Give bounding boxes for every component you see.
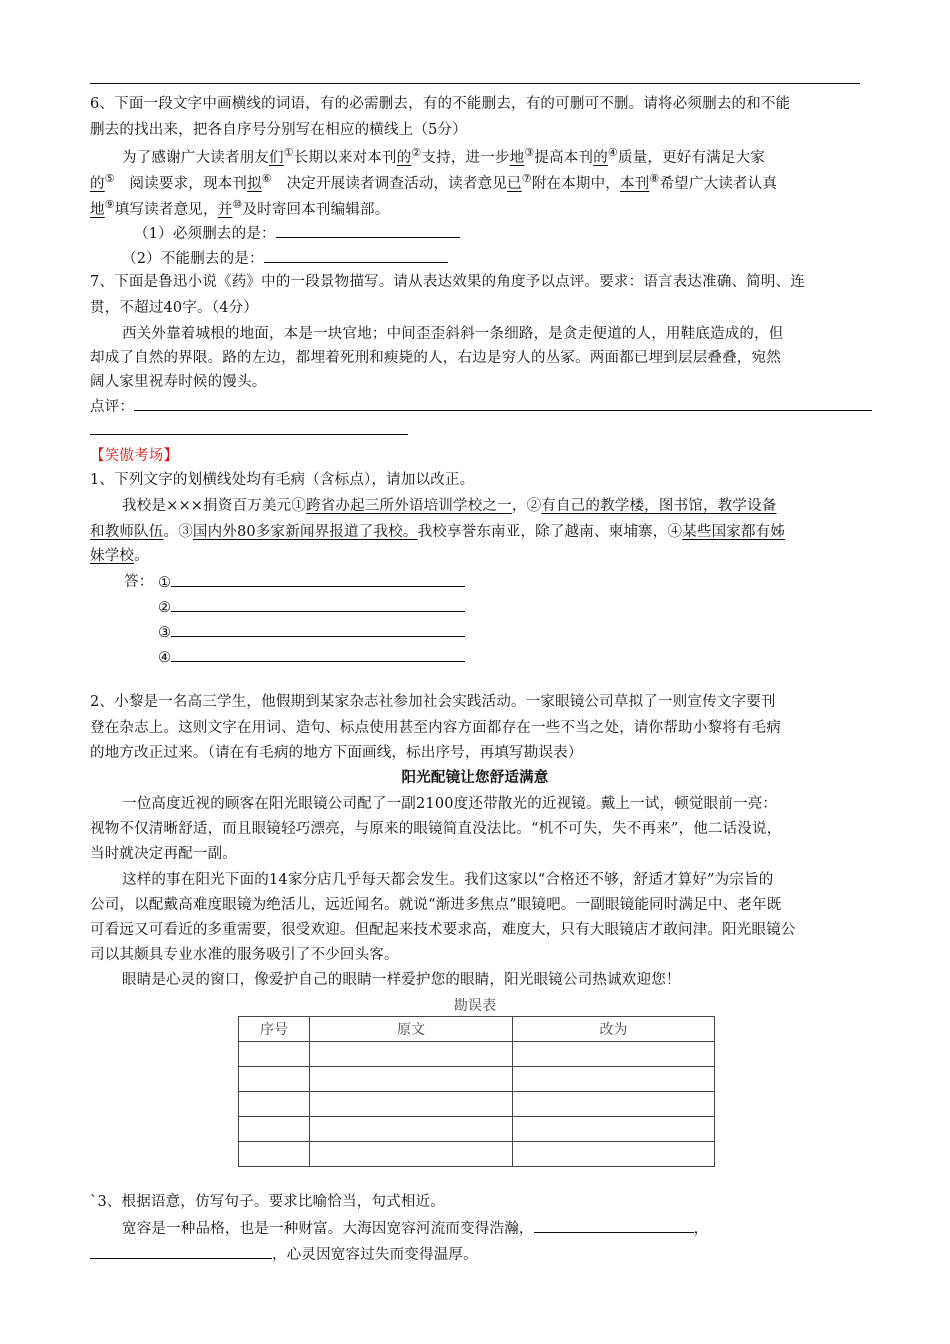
text-run: 希望广大读者认真 (659, 176, 778, 192)
q7-comment-label: 点评： (90, 399, 135, 415)
s1-answer-label: 答： (124, 574, 154, 590)
q6-answer1 (134, 223, 460, 244)
s1-passage-line3 (90, 546, 149, 566)
q7-comment-blank-1[interactable] (134, 396, 872, 411)
underlined-term: 国内外80多家新闻界报道了我校。 (192, 524, 418, 540)
circled-number: ⑤ (104, 172, 115, 185)
table-row (239, 1142, 715, 1167)
s1-answer-1 (158, 572, 465, 593)
errata-header-original: 原文 (310, 1017, 513, 1042)
top-rule (90, 83, 860, 84)
text-run: 阅读要求，现本刊 (114, 176, 248, 192)
circled-number: ③ (524, 146, 535, 159)
underlined-term: 和教师队伍 (90, 524, 164, 540)
circled-number: ② (411, 146, 422, 159)
s1-passage-line1 (122, 496, 776, 516)
table-row (239, 1092, 715, 1117)
underlined-term: 拟 (247, 176, 262, 192)
table-row (239, 1042, 715, 1067)
circled-number: ⑩ (232, 198, 243, 211)
underlined-term: 的 (90, 176, 105, 192)
text-run: 填写读者意见， (114, 202, 218, 218)
s3-blank-1[interactable] (534, 1218, 694, 1233)
ad-line-1: 一位高度近视的顾客在阳光眼镜公司配了一副2100度还带散光的近视镜。戴上一试，顿觉眼前一亮： (122, 796, 778, 812)
q6-answer1-blank[interactable] (276, 223, 460, 238)
errata-caption: 勘误表 (453, 998, 497, 1014)
errata-cell[interactable] (513, 1067, 715, 1092)
s1-answer-2 (158, 597, 465, 618)
text-run: 及时寄回本刊编辑部。 (242, 202, 390, 218)
q7-comment (90, 396, 872, 417)
q6-answer1-label: （1）必须删去的是： (134, 226, 276, 242)
circled-number: ⑦ (521, 172, 532, 185)
s1-answer-blank-1[interactable] (171, 572, 465, 587)
errata-cell[interactable] (239, 1067, 310, 1092)
text-run: 。③ (163, 524, 193, 540)
errata-header-correction: 改为 (513, 1017, 715, 1042)
s1-title: 1、下列文字的划横线处均有毛病（含标点），请加以改正。 (90, 472, 475, 488)
errata-cell[interactable] (513, 1092, 715, 1117)
errata-cell[interactable] (239, 1142, 310, 1167)
errata-cell[interactable] (310, 1067, 513, 1092)
ad-line-3: 当时就决定再配一副。 (90, 846, 237, 862)
underlined-term: 的 (593, 150, 608, 166)
underlined-term: 的 (396, 150, 412, 166)
text-run: 我校享誉东南亚，除了越南、柬埔寨，④ (417, 524, 683, 540)
text-run: 决定开展读者调查活动，读者意见 (271, 176, 508, 192)
text-run: 质量，更好有满足大家 (617, 150, 765, 166)
q6-title-line2: 删去的找出来，把各自序号分别写在相应的横线上（5分） (90, 122, 467, 138)
errata-header-index: 序号 (239, 1017, 310, 1042)
underlined-term: 并 (217, 202, 233, 218)
s3-line2-text: ，心灵因宽容过失而变得温厚。 (272, 1247, 478, 1263)
s1-answer-blank-2[interactable] (171, 597, 465, 612)
text-run: 提高本刊 (534, 150, 594, 166)
circled-number: ⑥ (261, 172, 272, 185)
errata-table (238, 1016, 715, 1167)
ad-title: 阳光配镜让您舒适满意 (401, 769, 549, 786)
q6-answer2-label: （2）不能删去的是： (122, 251, 264, 267)
circled-number: ④ (607, 146, 618, 159)
s3-title: `3、根据语意，仿写句子。要求比喻恰当，句式相近。 (90, 1194, 445, 1210)
underlined-term: 某些国家都有姊 (682, 524, 786, 540)
errata-cell[interactable] (513, 1142, 715, 1167)
text-run: 支持，进一步 (421, 150, 510, 166)
underlined-term: 有自己的教学楼，图书馆，教学设备 (541, 498, 777, 514)
underlined-term: 已 (507, 176, 522, 192)
s2-title-line1: 2、小黎是一名高三学生，他假期到某家杂志社参加社会实践活动。一家眼镜公司草拟了一则宣传文字要刊 (90, 694, 776, 710)
text-run: 我校是×××捐资百万美元① (122, 498, 307, 514)
errata-cell[interactable] (239, 1042, 310, 1067)
q7-title-line2: 贯，不超过40字。（4分） (90, 300, 259, 316)
ad-line-2: 视物不仅清晰舒适，而且眼镜轻巧漂亮，与原来的眼镜简直没法比。“机不可失，失不再来”，他二话没说， (90, 821, 782, 837)
s3-line1 (122, 1218, 708, 1239)
q6-passage-line2 (90, 174, 777, 194)
errata-cell[interactable] (310, 1092, 513, 1117)
underlined-term: 们 (269, 150, 284, 166)
underlined-term: 地 (509, 150, 525, 166)
answer-mark-1: ① (158, 575, 172, 591)
table-row (239, 1067, 715, 1092)
errata-cell[interactable] (310, 1142, 513, 1167)
s3-line1-text: 宽容是一种品格，也是一种财富。大海因宽容河流而变得浩瀚， (122, 1221, 534, 1237)
s1-answer-4 (158, 647, 465, 668)
section-heading: 【笑傲考场】 (90, 448, 179, 464)
q6-answer2-blank[interactable] (264, 248, 448, 263)
q6-answer2 (122, 248, 448, 269)
q7-passage-line1: 西关外靠着城根的地面，本是一块官地；中间歪歪斜斜一条细路，是贪走便道的人，用鞋底造成的，但 (122, 326, 784, 342)
s2-title-line3: 的地方改正过来。（请在有毛病的地方下面画线，标出序号，再填写勘误表） (90, 745, 583, 761)
answer-mark-3: ③ (158, 625, 172, 641)
s1-answer-blank-3[interactable] (171, 622, 465, 637)
s1-answer-3 (158, 622, 465, 643)
text-run: 附在本期中， (531, 176, 621, 192)
q7-title-line1: 7、下面是鲁迅小说《药》中的一段景物描写。请从表达效果的角度予以点评。要求：语言表达准确、简明、连 (90, 274, 806, 290)
errata-cell[interactable] (513, 1042, 715, 1067)
ad-line-7: 司以其颇具专业水准的服务吸引了不少回头客。 (90, 947, 399, 963)
s3-blank-2[interactable] (90, 1244, 272, 1259)
circled-number: ① (283, 146, 294, 159)
q7-comment-line2 (90, 420, 408, 441)
q7-comment-blank-2[interactable] (90, 420, 408, 435)
answer-mark-4: ④ (158, 650, 172, 666)
q6-title-line1: 6、下面一段文字中画横线的词语，有的必需删去，有的不能删去，有的可删可不删。请将必须删去的和不能 (90, 96, 791, 112)
underlined-term: 妹学校 (90, 548, 135, 564)
q6-passage-line1 (122, 148, 765, 168)
errata-cell[interactable] (310, 1042, 513, 1067)
table-row (239, 1117, 715, 1142)
underlined-term: 本刊 (620, 176, 650, 192)
underlined-term: 地 (90, 202, 105, 218)
ad-line-5: 公司，以配戴高难度眼镜为绝活儿，远近闻名。就说“渐进多焦点”眼镜吧。一副眼镜能同时满足中、老年既 (90, 897, 782, 913)
answer-mark-2: ② (158, 600, 172, 616)
ad-line-4: 这样的事在阳光下面的14家分店几乎每天都会发生。我们这家以“合格还不够，舒适才算好”为宗旨的 (122, 872, 774, 888)
errata-cell[interactable] (239, 1117, 310, 1142)
s1-passage-line2 (90, 522, 785, 542)
text-run: 为了感谢广大读者朋友 (122, 150, 269, 166)
q6-passage-line3 (90, 200, 389, 220)
q7-passage-line3: 阔人家里祝寿时候的馒头。 (90, 374, 267, 390)
errata-cell[interactable] (513, 1117, 715, 1142)
text-run: ，② (511, 498, 542, 514)
errata-cell[interactable] (310, 1117, 513, 1142)
s2-title-line2: 登在杂志上。这则文字在用词、造句、标点使用甚至内容方面都存在一些不当之处，请你帮助小黎将有毛病 (90, 720, 781, 736)
errata-cell[interactable] (239, 1092, 310, 1117)
text-run: 长期以来对本刊 (293, 150, 397, 166)
s1-answer-blank-4[interactable] (171, 647, 465, 662)
underlined-term: 跨省办起三所外语培训学校之一 (306, 498, 512, 514)
circled-number: ⑨ (104, 198, 115, 211)
text-run: 。 (134, 548, 149, 564)
circled-number: ⑧ (649, 172, 660, 185)
q7-passage-line2: 却成了自然的界限。路的左边，都埋着死刑和瘐毙的人，右边是穷人的丛冢。两面都已埋到层层叠叠，宛然 (90, 350, 781, 366)
s3-line2 (90, 1244, 478, 1265)
s3-line1-end: ， (693, 1221, 709, 1237)
ad-line-6: 可看远又可看近的多重需要，很受欢迎。但配起来技术要求高，难度大，只有大眼镜店才敢问津。阳光眼镜公 (90, 922, 796, 938)
ad-line-8: 眼睛是心灵的窗口，像爱护自己的眼睛一样爱护您的眼睛，阳光眼镜公司热诚欢迎您！ (122, 972, 681, 988)
